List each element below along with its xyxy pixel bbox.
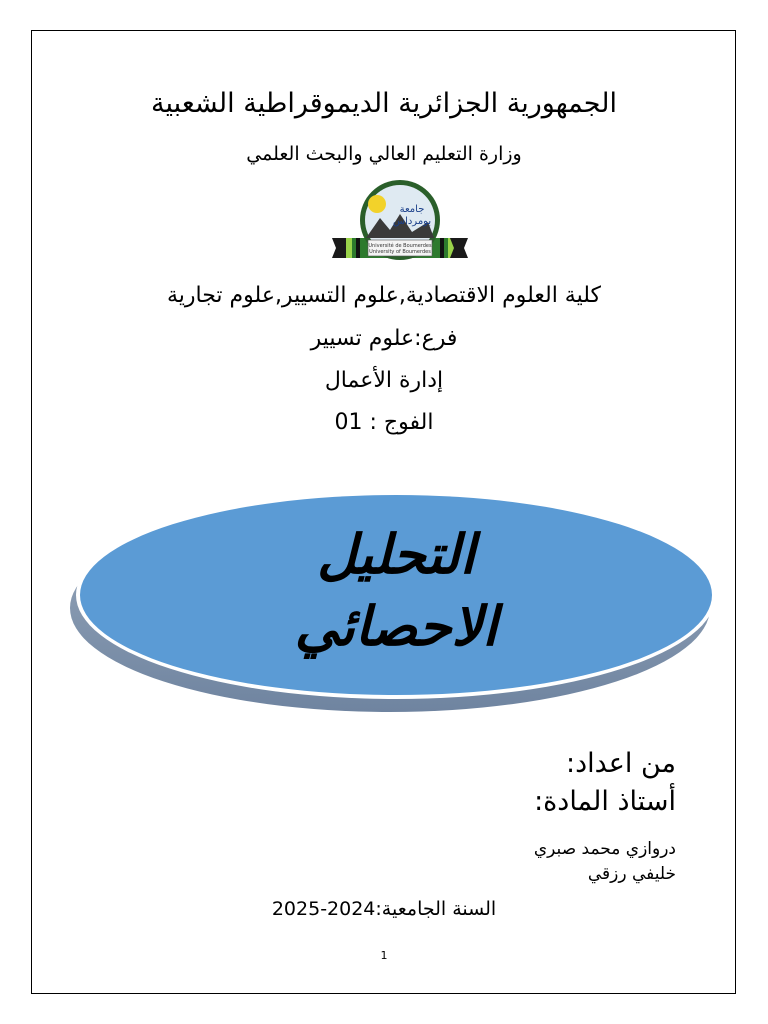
university-logo — [332, 178, 468, 270]
professor-label: أستاذ المادة: — [534, 786, 676, 817]
speciality-name: إدارة الأعمال — [324, 368, 444, 393]
ministry-heading: وزارة التعليم العالي والبحث العلمي — [246, 143, 522, 165]
student-name: خليفي رزقي — [587, 864, 676, 884]
logo-french-text: Université de Boumerdes — [368, 243, 432, 249]
student-name: دروازي محمد صبري — [533, 839, 676, 859]
logo-arabic-text: جامعة — [399, 204, 425, 215]
sun-icon — [368, 195, 386, 213]
title-line-2: الاحصائي — [294, 595, 498, 658]
faculty-name: كلية العلوم الاقتصادية,علوم التسيير,علوم تجارية — [166, 283, 602, 308]
document-title — [68, 519, 724, 663]
page-number: 1 — [380, 949, 388, 962]
branch-name: فرع:علوم تسيير — [310, 326, 458, 351]
title-line-1: التحليل — [317, 523, 475, 586]
logo-english-text: University of Boumerdes — [369, 249, 431, 255]
group-number: الفوج : 01 — [334, 410, 434, 435]
prepared-by-label: من اعداد: — [565, 748, 676, 779]
academic-year: السنة الجامعية:2024-2025 — [271, 898, 497, 920]
svg-text:بومرداس: بومرداس — [392, 216, 432, 227]
republic-heading: الجمهورية الجزائرية الديموقراطية الشعبية — [151, 88, 617, 119]
